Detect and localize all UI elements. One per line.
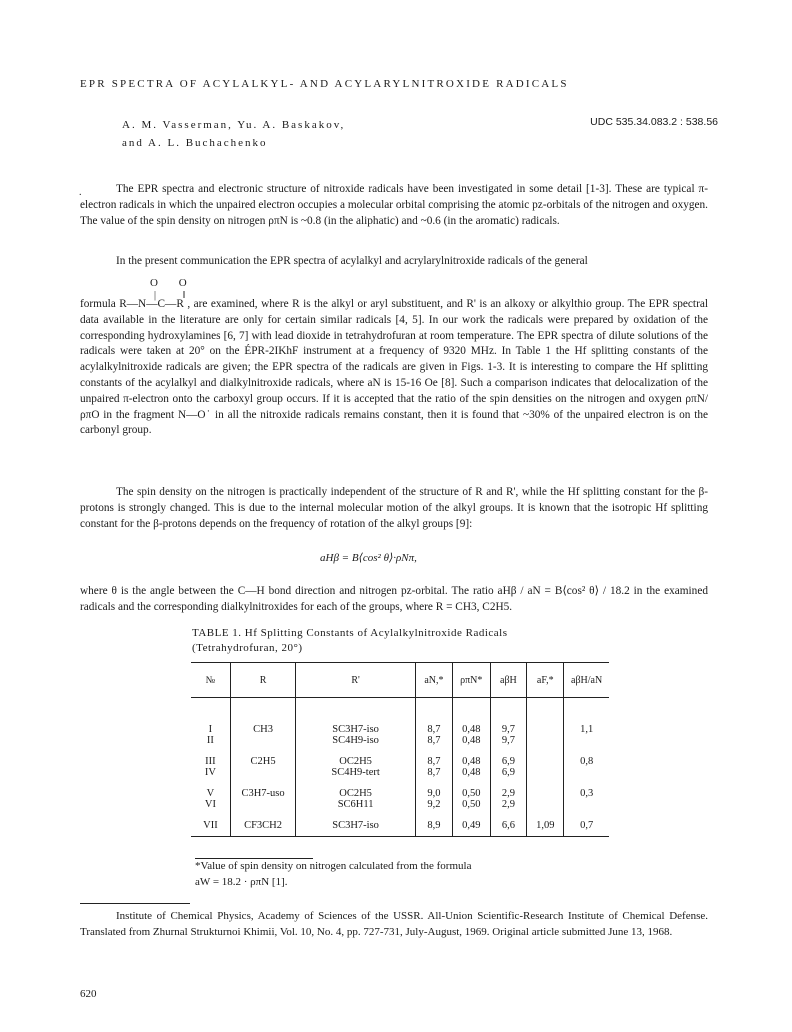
cell-ratio: 0,7 [564, 820, 609, 837]
cell-af [527, 788, 564, 799]
cell-r-prime: SC6H11 [296, 799, 416, 820]
col-header-ratio: aβH/aN [564, 663, 609, 698]
cell-number: VII [191, 820, 230, 837]
cell-ratio [564, 767, 609, 788]
authors [122, 116, 345, 152]
table-header-row [191, 663, 609, 698]
table-row [191, 820, 609, 837]
authors-line-1: A. M. Vasserman, Yu. A. Baskakov, [122, 119, 346, 131]
cell-af [527, 767, 564, 788]
cell-an: 8,7 [415, 756, 452, 767]
authors-line-2: and A. L. Buchachenko [122, 137, 268, 149]
table-caption [192, 626, 612, 656]
paragraph-1-text: The EPR spectra and electronic structure of nitroxide radicals have been investigated in some detail [1-3]. These are typical π-electron radicals in which the unpaired electron occupies a molecular orbital comprising the atomic pz-orbitals of the nitrogen and oxygen. The value of the spin density on nitrogen ρπN is ~0.8 (in the aliphatic) and ~0.6 (in the aromatic) radicals. [80, 183, 708, 227]
cell-af [527, 756, 564, 767]
cell-rho: 0,48 [453, 698, 491, 736]
cell-ah: 6,6 [490, 820, 527, 837]
cell-ratio [564, 799, 609, 820]
cell-an: 8,7 [415, 735, 452, 756]
cell-ah: 9,7 [490, 735, 527, 756]
institute-note-text: Institute of Chemical Physics, Academy of Sciences of the USSR. All-Union Scientific-Research Institute of Chemical Defense. Translated from Zhurnal Strukturnoi Khimii, Vol. 10, No. 4, pp. 727-731, July-August, 1969. Original article submitted June 13, 1968. [80, 910, 708, 938]
institute-note [80, 908, 708, 940]
cell-ah: 6,9 [490, 767, 527, 788]
cell-number: I [208, 724, 213, 735]
equation-hf-splitting: aHβ = B⟨cos² θ⟩·ρNπ, [320, 552, 417, 564]
paragraph-3 [80, 485, 708, 532]
cell-an: 8,9 [415, 820, 452, 837]
cell-ratio: 0,8 [564, 756, 609, 767]
article-title: EPR SPECTRA OF ACYLALKYL- AND ACYLARYLNITROXIDE RADICALS [80, 78, 569, 90]
cell-an: 9,2 [415, 799, 452, 820]
col-header-an: aN,* [415, 663, 452, 698]
cell-ah: 2,9 [490, 799, 527, 820]
paragraph-2 [80, 297, 708, 439]
cell-af [527, 698, 564, 736]
cell-r [230, 799, 295, 820]
paragraph-3-text: The spin density on the nitrogen is practically independent of the structure of R and R', while the Hf splitting constant for the β-protons is strongly changed. This is due to the internal molecular motion of the alkyl groups. It is known that the isotropic Hf splitting constant for the β-protons depends on the frequency of rotation of the alkyl groups [9]: [80, 486, 708, 530]
cell-ah: 2,9 [490, 788, 527, 799]
cell-number: V [206, 788, 215, 799]
cell-an: 8,7 [415, 767, 452, 788]
cell-rho: 0,49 [453, 820, 491, 837]
paragraph-2-text: formula R—N—C—R , are examined, where R is the alkyl or aryl substituent, and R' is an alkoxy or alkylthio group. The EPR spectral data available in the literature are only for certain similar radicals [4, 5]. In our work the radicals were prepared by oxidation of the corresponding hydroxylamines [6, 7] with lead dioxide in tetrahydrofuran at room temperature. The EPR spectra of dilute solutions of the radicals were taken at 20° on the ÉPR-2IKhF instrument at a frequency of 9320 MHz. In Table 1 the Hf splitting constants of the acylalkylnitroxide radicals are given; the EPR spectra of the radicals are given in Figs. 1-3. It is interesting to compare the Hf splitting constants of the acylalkyl and dialkylnitroxide radicals, where aN is 15-16 Oe [8]. Such a comparison indicates that delocalization of the unpaired π-electron onto the carboxyl group occurs. If it is accepted that the ratio of the spin densities on the nitrogen and oxygen ρπN/ρπO in the fragment N—O˙ in all the nitroxide radicals remains constant, then it is found that ~30% of the unpaired electron is on the carbonyl group. [80, 298, 708, 437]
page-number: 620 [80, 988, 97, 1000]
formula-oxygen-atoms: O O [150, 277, 196, 289]
cell-ah: 6,9 [490, 756, 527, 767]
cell-r-prime: SC3H7-iso [296, 698, 416, 736]
cell-ah: 9,7 [490, 698, 527, 736]
table-row [191, 767, 609, 788]
cell-an: 8,7 [415, 698, 452, 736]
cell-rho: 0,48 [453, 756, 491, 767]
cell-r-prime: SC4H9-tert [296, 767, 416, 788]
udc-code: UDC 535.34.083.2 : 538.56 [590, 116, 718, 128]
paragraph-2-intro [80, 254, 708, 270]
cell-number: VI [204, 799, 216, 810]
table-row [191, 698, 609, 736]
cell-ratio [564, 735, 609, 756]
cell-rho: 0,48 [453, 735, 491, 756]
cell-r [230, 767, 295, 788]
hf-constants-table [191, 662, 609, 837]
cell-r-prime: OC2H5 [296, 788, 416, 799]
cell-r-prime: SC4H9-iso [296, 735, 416, 756]
cell-number: III [205, 756, 216, 767]
paragraph-4 [80, 584, 708, 616]
cell-r: C3H7-uso [230, 788, 295, 799]
cell-r: CF3CH2 [230, 820, 295, 837]
cell-an: 9,0 [415, 788, 452, 799]
col-header-number: № [191, 663, 230, 698]
table-row [191, 799, 609, 820]
cell-r: C2H5 [230, 756, 295, 767]
col-header-r: R [230, 663, 295, 698]
cell-ratio: 1,1 [564, 698, 609, 736]
table-caption-line-1: TABLE 1. Hf Splitting Constants of Acylalkylnitroxide Radicals [192, 627, 508, 639]
cell-r-prime: SC3H7-iso [296, 820, 416, 837]
cell-af: 1,09 [527, 820, 564, 837]
footnote-line-2: aW = 18.2 · ρπN [1]. [195, 876, 288, 888]
footnote-line-1: *Value of spin density on nitrogen calculated from the formula [195, 860, 472, 872]
cell-rho: 0,48 [453, 767, 491, 788]
cell-number: IV [204, 767, 216, 778]
col-header-af: aF,* [527, 663, 564, 698]
col-header-r-prime: R' [296, 663, 416, 698]
footer-separator [80, 903, 190, 904]
paragraph-2-intro-text: In the present communication the EPR spectra of acylalkyl and acrylarylnitroxide radicals of the general [116, 255, 588, 267]
cell-af [527, 735, 564, 756]
cell-rho: 0,50 [453, 788, 491, 799]
cell-r [230, 735, 295, 756]
paragraph-1 [80, 182, 708, 229]
table-row [191, 756, 609, 767]
col-header-rho: ρπN* [453, 663, 491, 698]
table-footnote [195, 858, 471, 890]
table-row [191, 788, 609, 799]
cell-r-prime: OC2H5 [296, 756, 416, 767]
cell-rho: 0,50 [453, 799, 491, 820]
paragraph-mark: . [79, 187, 82, 198]
table-caption-line-2: (Tetrahydrofuran, 20°) [192, 642, 303, 654]
table-row [191, 735, 609, 756]
cell-number: II [206, 735, 214, 746]
col-header-ah: aβH [490, 663, 527, 698]
formula-double-bonds: | ‖ [154, 290, 198, 301]
cell-r: CH3 [230, 698, 295, 736]
paragraph-4-text: where θ is the angle between the C—H bond direction and nitrogen pz-orbital. The ratio aHβ / aN = B⟨cos² θ⟩ / 18.2 in the examined radicals and the corresponding dialkylnitroxides for each of the groups, where R = CH3, C2H5. [80, 585, 708, 613]
cell-af [527, 799, 564, 820]
cell-ratio: 0,3 [564, 788, 609, 799]
